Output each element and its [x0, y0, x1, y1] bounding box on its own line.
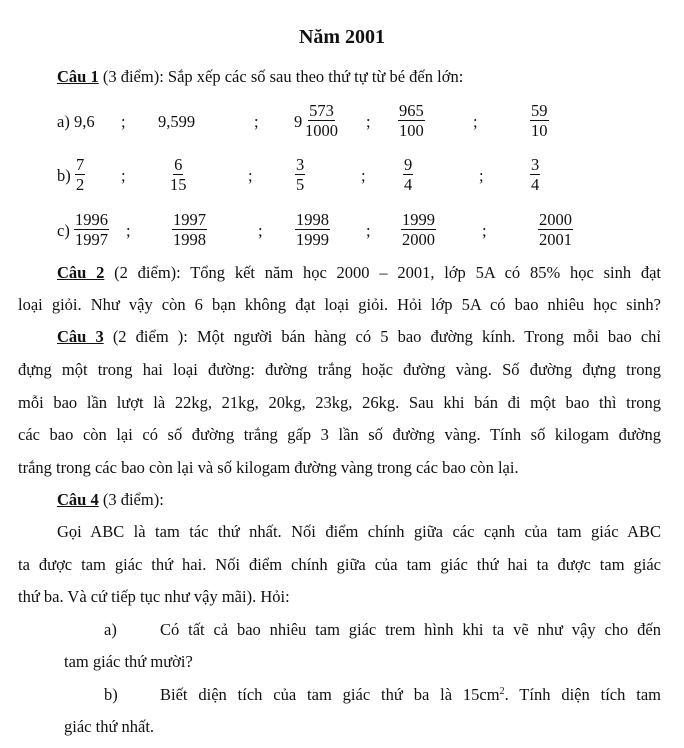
numerator: 1999: [402, 210, 435, 229]
denominator: 4: [404, 175, 413, 194]
q1b-fraction-5: [530, 155, 540, 194]
separator: ;: [361, 166, 366, 185]
q1b-label: b): [57, 166, 71, 185]
q3-label: Câu 3: [57, 327, 104, 346]
separator: ;: [482, 221, 487, 240]
denominator: 2000: [402, 230, 435, 249]
numerator: 3: [531, 155, 540, 174]
q4b-superscript: 2: [499, 686, 505, 697]
numerator: 1998: [296, 210, 329, 229]
q2-line-1: [57, 262, 661, 284]
denominator: 2001: [539, 230, 572, 249]
q1a-fraction-1: [305, 101, 338, 140]
denominator: 4: [531, 175, 540, 194]
separator: ;: [121, 112, 126, 131]
denominator: 1998: [173, 230, 206, 249]
q1c-fraction-3: [295, 210, 330, 249]
q1a-mixed-whole: 9: [294, 112, 303, 131]
q1a-fraction-3: [530, 101, 549, 140]
separator: ;: [126, 221, 131, 240]
q4b-text-a: Biết diện tích của tam giác thứ ba là 15cm: [160, 685, 500, 704]
q4b-text-b: . Tính diện tích tam: [504, 685, 661, 704]
separator: ;: [479, 166, 484, 185]
q4a-label: a): [104, 620, 117, 639]
q1c-fraction-4: [401, 210, 436, 249]
q1c-fraction-5: [538, 210, 573, 249]
numerator: 2000: [539, 210, 572, 229]
q1a-fraction-2: [398, 101, 425, 140]
page-title: Năm 2001: [298, 26, 386, 48]
denominator: 1997: [75, 230, 108, 249]
q4a-line-1: Có tất cả bao nhiêu tam giác trem hình khi ta vẽ như vậy cho đến: [160, 620, 661, 639]
separator: ;: [254, 112, 259, 131]
q3-line-3: mỗi bao lần lượt là 22kg, 21kg, 20kg, 23kg, 26kg. Sau khi bán đi một bao thì trong: [18, 393, 661, 412]
denominator: 5: [296, 175, 305, 194]
q1c-fraction-1: [74, 210, 109, 249]
q4b-line-1: [160, 684, 661, 706]
q1b-fraction-2: [170, 155, 187, 194]
q3-line-4: các bao còn lại có số đường trắng gấp 3 lần số đường vàng. Tính số kilogam đường: [18, 425, 661, 444]
q4-points: (3 điểm):: [102, 490, 164, 509]
q3-line-2: đựng một trong hai loại đường: đường trắng hoặc đường vàng. Số đường đựng trong: [18, 360, 661, 379]
q3-line-5: trắng trong các bao còn lại và số kilogam đường vàng trong các bao còn lại.: [18, 458, 519, 477]
numerator: 3: [296, 155, 305, 174]
q1b-fraction-1: [75, 155, 85, 194]
denominator: 2: [76, 175, 85, 194]
q1a-label-and-v1: [57, 111, 95, 133]
q4-line-3: thứ ba. Và cứ tiếp tục như vậy mãi). Hỏi:: [18, 587, 290, 606]
separator: ;: [366, 112, 371, 131]
q2-label: Câu 2: [57, 263, 105, 282]
numerator: 1997: [173, 210, 206, 229]
q1b-fraction-3: [295, 155, 305, 194]
denominator: 1000: [305, 121, 338, 140]
q4b-line-2: giác thứ nhất.: [64, 717, 155, 736]
q1-points: (3 điểm): [102, 67, 160, 86]
q4-heading: [57, 489, 164, 511]
numerator: 1996: [75, 210, 108, 229]
separator: ;: [473, 112, 478, 131]
q4-label: Câu 4: [57, 490, 99, 509]
numerator: 7: [76, 155, 85, 174]
q4-line-2: ta được tam giác thứ hai. Nối điểm chính giữa của tam giác thứ hai ta được tam giác: [18, 555, 661, 574]
q1c-fraction-2: [172, 210, 207, 249]
q3-line-1: [57, 326, 661, 348]
q4a-line-2: tam giác thứ mười?: [64, 652, 193, 671]
q1a-value-1: 9,6: [73, 112, 95, 131]
numerator: 59: [531, 101, 548, 120]
q1a-value-2: 9,599: [158, 112, 196, 131]
denominator: 100: [399, 121, 424, 140]
denominator: 15: [170, 175, 187, 194]
q4b-label: b): [104, 685, 118, 704]
q4-line-1: Gọi ABC là tam tác thứ nhất. Nối điểm chính giữa các cạnh của tam giác ABC: [57, 522, 661, 541]
denominator: 1999: [296, 230, 329, 249]
q2-line-2: loại giỏi. Như vậy còn 6 bạn không đạt loại giỏi. Hỏi lớp 5A có bao nhiêu học sinh?: [18, 295, 661, 314]
q1b-fraction-4: [403, 155, 413, 194]
separator: ;: [248, 166, 253, 185]
separator: ;: [258, 221, 263, 240]
q3-text-1: : Một người bán hàng có 5 bao đường kính. Trong mỗi bao chỉ: [183, 327, 662, 346]
q3-points: (2 điểm ): [112, 327, 184, 346]
numerator: 6: [174, 155, 183, 174]
q1-text: : Sắp xếp các số sau theo thứ tự từ bé đến lớn:: [159, 67, 464, 86]
numerator: 9: [404, 155, 413, 174]
numerator: 573: [309, 101, 334, 120]
numerator: 965: [399, 101, 424, 120]
separator: ;: [121, 166, 126, 185]
q2-points: (2 điểm): [114, 263, 177, 282]
q1-label: Câu 1: [57, 67, 99, 86]
q2-text-1: : Tổng kết năm học 2000 – 2001, lớp 5A có 85% học sinh đạt: [176, 263, 662, 282]
separator: ;: [366, 221, 371, 240]
q1a-label: a): [57, 112, 70, 131]
q1-heading: [57, 66, 463, 88]
denominator: 10: [531, 121, 548, 140]
q1c-label: c): [57, 221, 70, 240]
